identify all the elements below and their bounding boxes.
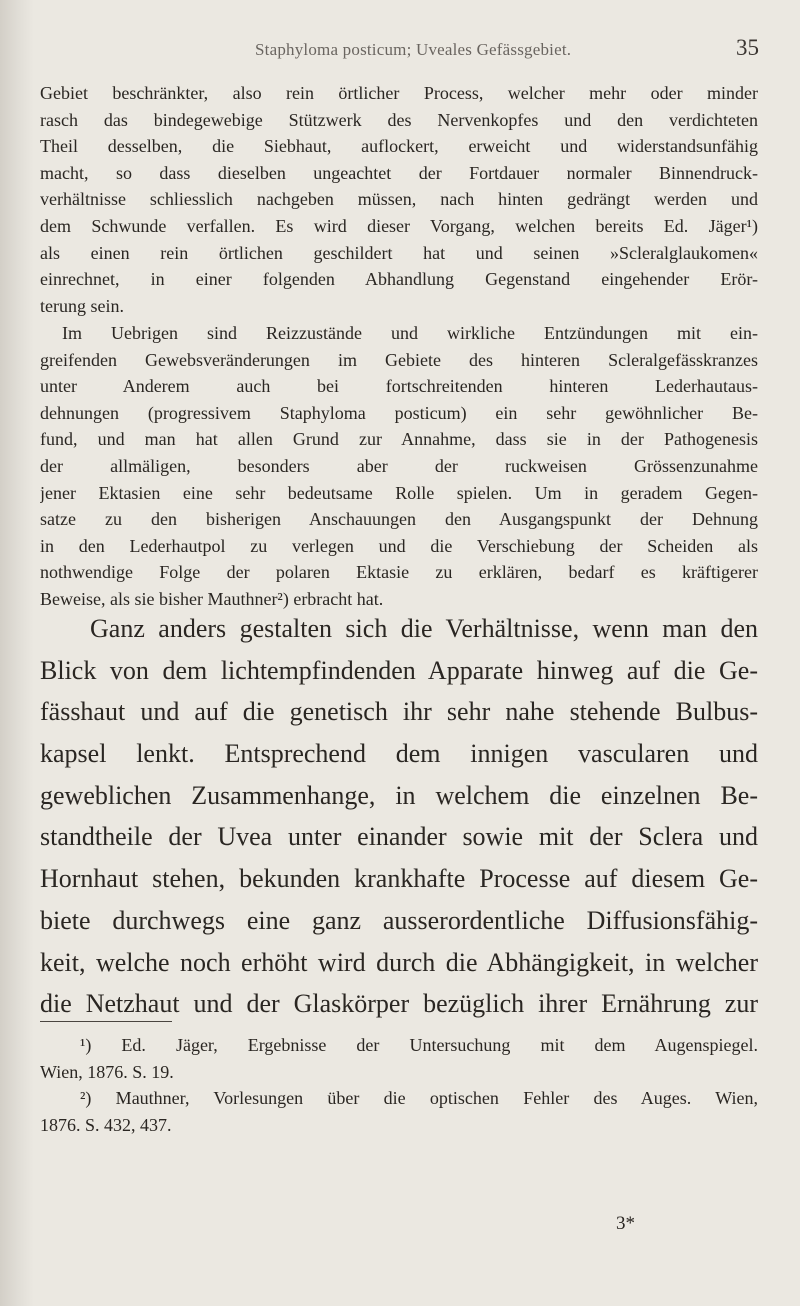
footnote-line: Wien, 1876. S. 19.	[40, 1061, 174, 1082]
footnote-line: ¹) Ed. Jäger, Ergebnisse der Untersuchung mit dem Augenspiegel.	[80, 1035, 758, 1055]
text-line: Beweise, als sie bisher Mauthner²) erbracht hat.	[40, 588, 384, 609]
running-title: Staphyloma posticum; Uveales Gefässgebiet.	[255, 40, 572, 59]
text-line: nothwendige Folge der polaren Ektasie zu erklären, bedarf es kräftigerer	[40, 562, 758, 583]
paragraph-1	[40, 80, 758, 319]
text-line: Im Uebrigen sind Reizzustände und wirkliche Entzündungen mit ein-	[62, 323, 758, 343]
text-line: verhältnisse schliesslich nachgeben müssen, nach hinten gedrängt werden und	[40, 189, 758, 210]
text-line: fund, und man hat allen Grund zur Annahme, dass sie in der Pathogenesis	[40, 429, 758, 450]
text-line: dem Schwunde verfallen. Es wird dieser Vorgang, welchen bereits Ed. Jäger¹)	[40, 215, 758, 236]
text-line: die Netzhaut und der Glaskörper bezüglich ihrer Ernährung zur	[40, 989, 758, 1019]
paragraph-2	[40, 320, 758, 613]
text-line: jener Ektasien eine sehr bedeutsame Rolle spielen. Um in geradem Gegen-	[40, 482, 758, 503]
text-line: kapsel lenkt. Entsprechend dem innigen vascularen und	[40, 739, 758, 769]
text-line: keit, welche noch erhöht wird durch die Abhängigkeit, in welcher	[40, 947, 758, 977]
footnote-divider	[40, 1021, 172, 1022]
text-line: Hornhaut stehen, bekunden krankhafte Processe auf diesem Ge-	[40, 864, 758, 894]
footnotes	[40, 1032, 758, 1138]
paragraph-3	[40, 608, 758, 1025]
text-line: einrechnet, in einer folgenden Abhandlung Gegenstand eingehender Erör-	[40, 269, 758, 290]
page-header	[0, 35, 800, 66]
text-line: satze zu den bisherigen Anschauungen den Ausgangspunkt der Dehnung	[40, 509, 758, 530]
text-line: greifenden Gewebsveränderungen im Gebiete des hinteren Scleralgefässkranzes	[40, 349, 758, 370]
text-line: als einen rein örtlichen geschildert hat und seinen »Scleralglaukomen«	[40, 242, 758, 263]
page-binding-shadow	[0, 0, 34, 1306]
text-line: Ganz anders gestalten sich die Verhältnisse, wenn man den	[90, 614, 758, 643]
text-line: fässhaut und auf die genetisch ihr sehr nahe stehende Bulbus-	[40, 697, 758, 727]
text-line: biete durchwegs eine ganz ausserordentliche Diffusionsfähig-	[40, 905, 758, 935]
text-line: unter Anderem auch bei fortschreitenden hinteren Lederhautaus-	[40, 376, 758, 397]
text-line: rasch das bindegewebige Stützwerk des Nervenkopfes und den verdichteten	[40, 109, 758, 130]
text-line: geweblichen Zusammenhange, in welchem die einzelnen Be-	[40, 780, 758, 810]
text-line: standtheile der Uvea unter einander sowie mit der Sclera und	[40, 822, 758, 852]
text-line: Theil desselben, die Siebhaut, auflockert, erweicht und widerstandsunfähig	[40, 136, 758, 157]
text-line: dehnungen (progressivem Staphyloma posticum) ein sehr gewöhnlicher Be-	[40, 402, 758, 423]
text-line: der allmäligen, besonders aber der ruckweisen Grössenzunahme	[40, 455, 758, 476]
text-line: Gebiet beschränkter, also rein örtlicher Process, welcher mehr oder minder	[40, 83, 758, 103]
text-line: in den Lederhautpol zu verlegen und die Verschiebung der Scheiden als	[40, 535, 758, 556]
text-line: terung sein.	[40, 295, 124, 316]
footnote-line: ²) Mauthner, Vorlesungen über die optischen Fehler des Auges. Wien,	[80, 1088, 758, 1108]
page-number: 35	[736, 35, 759, 60]
footnote-line: 1876. S. 432, 437.	[40, 1114, 172, 1135]
text-line: macht, so dass dieselben ungeachtet der Fortdauer normaler Binnendruck-	[40, 162, 758, 183]
text-line: Blick von dem lichtempfindenden Apparate hinweg auf die Ge-	[40, 655, 758, 685]
signature-mark: 3*	[616, 1213, 635, 1234]
